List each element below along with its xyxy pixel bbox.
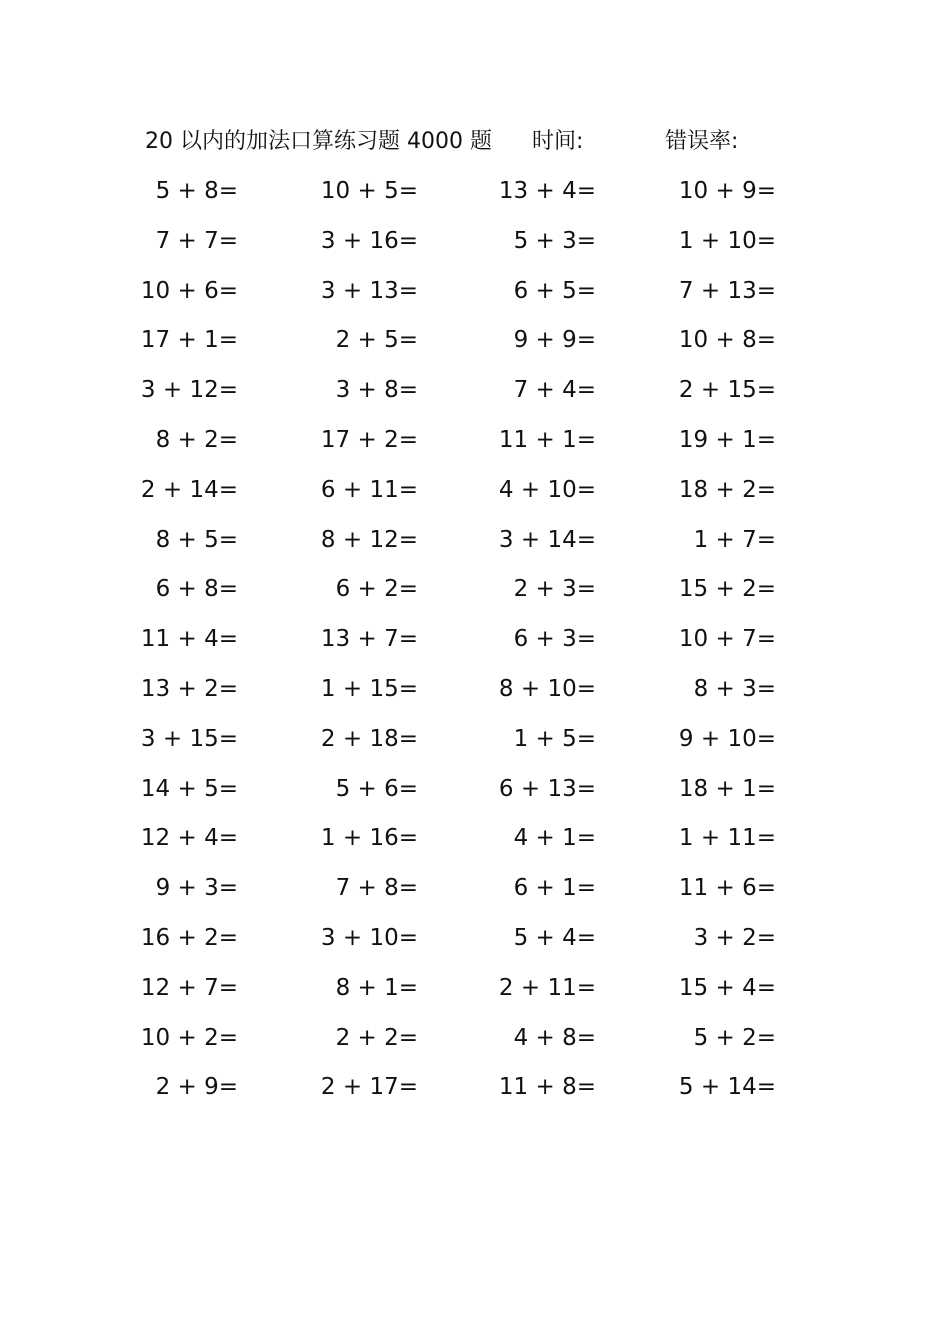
- problem-row: [0, 865, 950, 915]
- problem-cell: 5 + 3=: [513, 227, 596, 254]
- problem-cell: 6 + 3=: [513, 626, 596, 653]
- error-rate-label: 错误率:: [665, 129, 739, 154]
- problem-cell: 6 + 13=: [498, 775, 596, 802]
- problem-cell: 8 + 3=: [693, 676, 776, 702]
- problem-cell: 2 + 5=: [335, 327, 418, 354]
- problem-row: [0, 367, 950, 417]
- problem-row: [0, 417, 950, 467]
- problem-cell: 1 + 10=: [678, 227, 776, 254]
- problem-cell: 10 + 5=: [320, 178, 418, 204]
- problem-row: [0, 815, 950, 865]
- problem-cell: 12 + 7=: [140, 974, 238, 1001]
- problem-cell: 7 + 8=: [335, 875, 418, 902]
- problem-cell: 3 + 10=: [320, 925, 418, 951]
- problem-cell: 9 + 9=: [513, 327, 596, 354]
- problem-row: [0, 616, 950, 666]
- problem-row: [0, 566, 950, 616]
- problem-cell: 15 + 2=: [678, 576, 776, 603]
- problem-cell: 17 + 2=: [320, 427, 418, 453]
- problem-row: [0, 1015, 950, 1065]
- problem-cell: 2 + 9=: [155, 1074, 238, 1101]
- problem-cell: 16 + 2=: [140, 925, 238, 951]
- problem-cell: 2 + 18=: [320, 725, 418, 752]
- problem-row: [0, 1064, 950, 1114]
- problem-cell: 8 + 5=: [155, 526, 238, 553]
- problem-cell: 1 + 15=: [320, 676, 418, 702]
- problem-cell: 3 + 16=: [320, 227, 418, 254]
- problem-cell: 2 + 3=: [513, 576, 596, 603]
- problem-cell: 11 + 1=: [498, 427, 596, 453]
- problem-cell: 3 + 8=: [335, 377, 418, 404]
- problem-cell: 4 + 8=: [513, 1024, 596, 1051]
- problem-cell: 2 + 14=: [140, 476, 238, 503]
- problem-cell: 11 + 4=: [140, 626, 238, 653]
- problem-cell: 4 + 10=: [498, 476, 596, 503]
- problem-cell: 7 + 4=: [513, 377, 596, 404]
- problem-cell: 17 + 1=: [140, 327, 238, 354]
- problem-row: [0, 317, 950, 367]
- problem-cell: 18 + 1=: [678, 775, 776, 802]
- worksheet-title: 20 以内的加法口算练习题 4000 题: [145, 129, 492, 154]
- problem-cell: 13 + 4=: [498, 178, 596, 204]
- problem-cell: 8 + 2=: [155, 427, 238, 453]
- problem-cell: 10 + 2=: [140, 1024, 238, 1051]
- problem-cell: 13 + 7=: [320, 626, 418, 653]
- problem-cell: 2 + 17=: [320, 1074, 418, 1101]
- problem-cell: 11 + 6=: [678, 875, 776, 902]
- problem-cell: 3 + 13=: [320, 277, 418, 304]
- problem-cell: 9 + 10=: [678, 725, 776, 752]
- problem-cell: 1 + 5=: [513, 725, 596, 752]
- problem-cell: 9 + 3=: [155, 875, 238, 902]
- problem-cell: 12 + 4=: [140, 825, 238, 852]
- problem-cell: 6 + 2=: [335, 576, 418, 603]
- problem-cell: 6 + 5=: [513, 277, 596, 304]
- problem-cell: 7 + 13=: [678, 277, 776, 304]
- problem-row: [0, 268, 950, 318]
- problem-cell: 2 + 2=: [335, 1024, 418, 1051]
- problem-cell: 5 + 14=: [678, 1074, 776, 1101]
- problem-cell: 10 + 7=: [678, 626, 776, 653]
- problem-cell: 8 + 12=: [320, 526, 418, 553]
- problem-row: [0, 666, 950, 716]
- problem-cell: 6 + 8=: [155, 576, 238, 603]
- problem-row: [0, 168, 950, 218]
- problem-cell: 14 + 5=: [140, 775, 238, 802]
- problem-cell: 3 + 2=: [693, 925, 776, 951]
- problem-cell: 3 + 14=: [498, 526, 596, 553]
- problem-cell: 15 + 4=: [678, 974, 776, 1001]
- problem-cell: 8 + 10=: [498, 676, 596, 702]
- problem-cell: 6 + 11=: [320, 476, 418, 503]
- problem-row: [0, 517, 950, 567]
- problem-cell: 4 + 1=: [513, 825, 596, 852]
- problem-row: [0, 915, 950, 965]
- problem-row: [0, 766, 950, 816]
- problem-cell: 1 + 7=: [693, 526, 776, 553]
- problem-cell: 5 + 6=: [335, 775, 418, 802]
- problem-cell: 13 + 2=: [140, 676, 238, 702]
- problem-cell: 2 + 15=: [678, 377, 776, 404]
- time-label: 时间:: [532, 129, 584, 154]
- problem-cell: 10 + 8=: [678, 327, 776, 354]
- problem-row: [0, 467, 950, 517]
- problem-cell: 18 + 2=: [678, 476, 776, 503]
- problem-cell: 7 + 7=: [155, 227, 238, 254]
- problem-cell: 5 + 4=: [513, 925, 596, 951]
- problem-cell: 1 + 16=: [320, 825, 418, 852]
- problem-cell: 6 + 1=: [513, 875, 596, 902]
- problem-cell: 10 + 9=: [678, 178, 776, 204]
- problem-cell: 3 + 15=: [140, 725, 238, 752]
- problem-cell: 2 + 11=: [498, 974, 596, 1001]
- problem-cell: 1 + 11=: [678, 825, 776, 852]
- problem-row: [0, 965, 950, 1015]
- problem-cell: 8 + 1=: [335, 974, 418, 1001]
- problem-row: [0, 716, 950, 766]
- problem-cell: 3 + 12=: [140, 377, 238, 404]
- problem-cell: 5 + 2=: [693, 1024, 776, 1051]
- problem-cell: 11 + 8=: [498, 1074, 596, 1101]
- problem-cell: 5 + 8=: [155, 178, 238, 204]
- problem-cell: 19 + 1=: [678, 427, 776, 453]
- problem-cell: 10 + 6=: [140, 277, 238, 304]
- problem-row: [0, 218, 950, 268]
